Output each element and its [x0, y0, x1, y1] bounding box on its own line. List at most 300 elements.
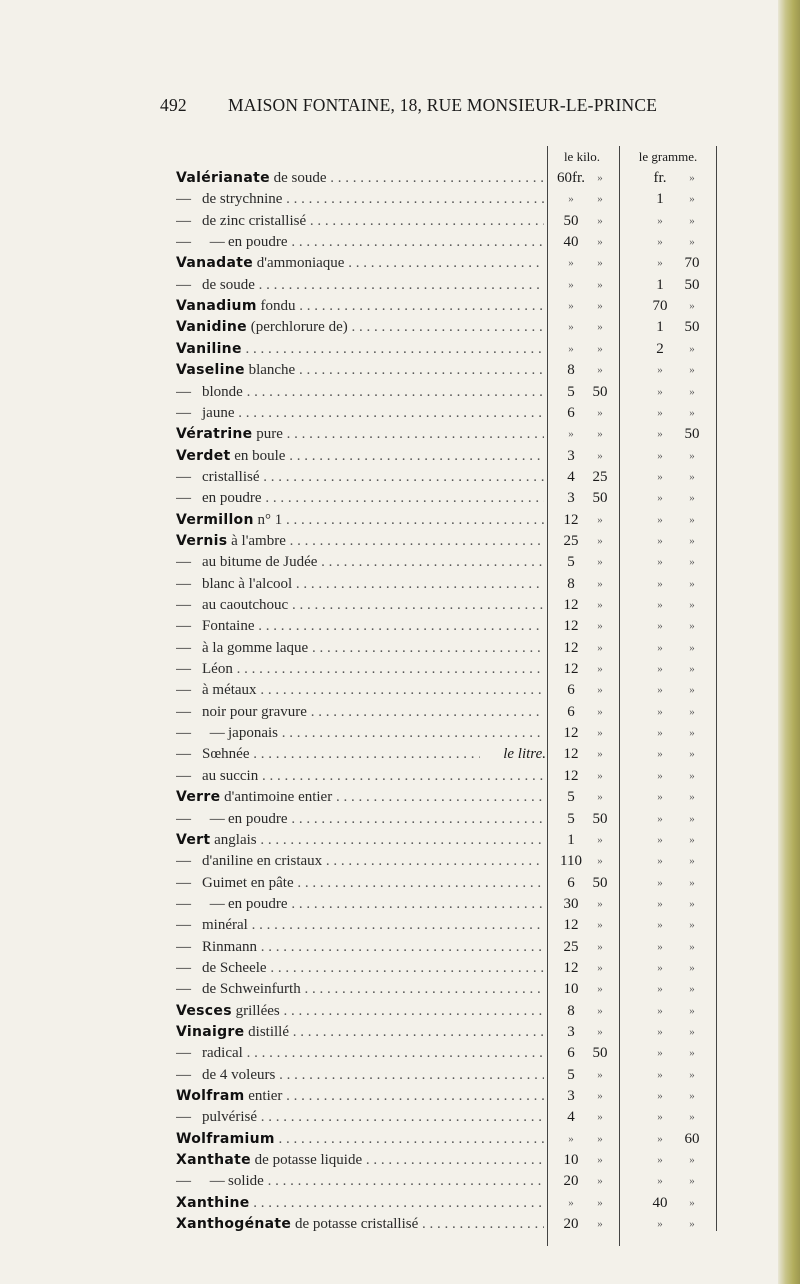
table-row [0, 659, 800, 680]
price-gramme-francs: » [657, 642, 663, 654]
product-variant: à l'ambre [227, 533, 286, 549]
product-name [176, 595, 544, 616]
price-gramme-centimes: » [689, 791, 695, 803]
column-header-gramme: le gramme. [638, 149, 698, 164]
table-row [0, 317, 800, 338]
ditto-mark: — [176, 554, 191, 570]
table-row [0, 595, 800, 616]
price-kilo-francs: » [568, 257, 574, 269]
product-variant: n° 1 [253, 512, 283, 528]
price-gramme-centimes: » [689, 1047, 695, 1059]
price-gramme-centimes: » [689, 919, 695, 931]
price-kilo-centimes: » [597, 407, 603, 419]
price-kilo-francs: » [568, 1197, 574, 1209]
price-gramme-centimes: » [689, 1026, 695, 1038]
product-variant: de potasse liquide [250, 1152, 363, 1168]
product-name [176, 317, 544, 338]
table-row [0, 894, 800, 915]
table-row [0, 253, 800, 274]
price-kilo-francs: 5 [567, 789, 575, 805]
ditto-mark: — [176, 640, 191, 656]
price-kilo-francs: 8 [567, 1003, 575, 1019]
product-heading: Verre [176, 789, 221, 805]
product-heading: Vanidine [176, 319, 247, 335]
ditto-mark: — [176, 875, 191, 891]
ditto-mark: — [176, 1045, 191, 1061]
product-name [176, 894, 544, 915]
table-row [0, 1001, 800, 1022]
product-name [176, 488, 544, 509]
product-name [176, 1193, 544, 1214]
price-gramme-francs: » [657, 941, 663, 953]
price-gramme-francs: » [657, 236, 663, 248]
price-kilo-francs: 6 [567, 875, 575, 891]
price-kilo-francs: 5 [567, 554, 575, 570]
table-row [0, 488, 800, 509]
price-gramme-francs: » [657, 684, 663, 696]
product-heading: Wolframium [176, 1131, 275, 1147]
price-kilo-francs: 4 [567, 469, 575, 485]
price-kilo-francs: » [568, 279, 574, 291]
ditto-mark: — [176, 576, 191, 592]
table-row [0, 339, 800, 360]
price-gramme-centimes: 50 [684, 319, 700, 335]
price-gramme-centimes: » [689, 684, 695, 696]
price-kilo-centimes: » [597, 1026, 603, 1038]
price-gramme-centimes: » [689, 1218, 695, 1230]
price-kilo-francs: 25 [563, 939, 579, 955]
product-variant: grillées [231, 1003, 280, 1019]
price-gramme-centimes: » [689, 215, 695, 227]
price-kilo-francs: 25 [563, 533, 579, 549]
product-variant: (perchlorure de) [246, 319, 348, 335]
price-gramme-centimes: » [689, 364, 695, 376]
product-name [176, 467, 544, 488]
table-row [0, 211, 800, 232]
price-kilo-centimes: » [597, 684, 603, 696]
product-name [176, 702, 544, 723]
price-kilo-francs: 12 [563, 746, 579, 762]
price-gramme-centimes: » [689, 1090, 695, 1102]
product-variant: jaune [202, 405, 235, 421]
product-variant: au bitume de Judée [202, 554, 318, 570]
product-variant: Fontaine [202, 618, 255, 634]
price-gramme-centimes: » [689, 727, 695, 739]
price-gramme-francs: » [657, 1133, 663, 1145]
product-name [176, 189, 544, 210]
table-row [0, 168, 800, 189]
product-variant: en poudre [202, 490, 262, 506]
table-row [0, 1193, 800, 1214]
price-kilo-francs: 12 [563, 618, 579, 634]
price-gramme-centimes: » [689, 642, 695, 654]
price-kilo-francs: » [568, 428, 574, 440]
price-gramme-francs: » [657, 620, 663, 632]
price-gramme-francs: » [657, 855, 663, 867]
price-kilo-francs: 20 [563, 1173, 579, 1189]
product-name [176, 296, 544, 317]
price-kilo-francs: 12 [563, 917, 579, 933]
product-heading: Vaniline [176, 341, 242, 357]
product-variant: distillé [244, 1024, 290, 1040]
price-kilo-francs: 5 [567, 811, 575, 827]
column-header-kilo: le kilo. [563, 149, 601, 164]
price-gramme-francs: » [657, 386, 663, 398]
price-kilo-centimes: » [597, 1005, 603, 1017]
price-gramme-francs: » [657, 919, 663, 931]
price-gramme-centimes: 60 [684, 1131, 700, 1147]
price-gramme-francs: » [657, 1154, 663, 1166]
price-gramme-centimes: » [689, 1175, 695, 1187]
product-variant: au succin [202, 768, 259, 784]
price-kilo-centimes: » [597, 834, 603, 846]
table-row [0, 1107, 800, 1128]
product-heading: Vanadium [176, 298, 257, 314]
price-kilo-centimes: » [597, 919, 603, 931]
ditto-mark: — [176, 661, 191, 677]
ditto-mark: — — [176, 234, 225, 250]
product-heading: Valérianate [176, 170, 270, 186]
price-gramme-centimes: » [689, 193, 695, 205]
price-kilo-francs: 3 [567, 448, 575, 464]
price-kilo-centimes: » [597, 450, 603, 462]
product-variant: blanche [244, 362, 296, 378]
product-variant: blanc à l'alcool [202, 576, 293, 592]
ditto-mark: — [176, 1109, 191, 1125]
ditto-mark: — [176, 1067, 191, 1083]
price-gramme-centimes: » [689, 941, 695, 953]
ditto-mark: — [176, 618, 191, 634]
product-name [176, 659, 544, 680]
price-kilo-centimes: » [597, 1197, 603, 1209]
price-kilo-centimes: » [597, 1175, 603, 1187]
product-variant: de Schweinfurth [202, 981, 301, 997]
product-variant: pure [252, 426, 283, 442]
price-gramme-francs: » [657, 748, 663, 760]
product-heading: Vert [176, 832, 211, 848]
price-gramme-francs: » [657, 898, 663, 910]
product-name [176, 937, 544, 958]
price-gramme-centimes: » [689, 343, 695, 355]
product-name [176, 510, 544, 531]
price-kilo-centimes: » [597, 599, 603, 611]
price-gramme-francs: » [657, 1175, 663, 1187]
product-heading: Vératrine [176, 426, 253, 442]
unit-qualifier: le litre. [480, 744, 546, 765]
price-kilo-centimes: » [597, 898, 603, 910]
price-kilo-centimes: » [597, 215, 603, 227]
price-gramme-francs: 1 [656, 277, 664, 293]
product-name [176, 446, 544, 467]
product-name [176, 424, 544, 445]
ditto-mark: — [176, 960, 191, 976]
product-variant: de soude [269, 170, 327, 186]
product-variant: solide [228, 1173, 264, 1189]
price-gramme-centimes: » [689, 813, 695, 825]
ditto-mark: — [176, 191, 191, 207]
price-gramme-francs: » [657, 962, 663, 974]
price-kilo-francs: 12 [563, 512, 579, 528]
page-title: MAISON FONTAINE, 18, RUE MONSIEUR-LE-PRINCE [228, 95, 658, 115]
price-kilo-francs: » [568, 343, 574, 355]
price-kilo-francs: » [568, 321, 574, 333]
price-kilo-francs: 5 [567, 384, 575, 400]
price-kilo-centimes: » [597, 257, 603, 269]
table-row [0, 979, 800, 1000]
product-variant: d'antimoine entier [220, 789, 333, 805]
product-name [176, 1107, 544, 1128]
price-gramme-francs: » [657, 1047, 663, 1059]
price-kilo-centimes: 50 [592, 875, 608, 891]
product-variant: d'ammoniaque [253, 255, 345, 271]
price-kilo-francs: 6 [567, 405, 575, 421]
table-row [0, 232, 800, 253]
table-row [0, 702, 800, 723]
product-heading: Wolfram [176, 1088, 245, 1104]
price-gramme-centimes: » [689, 599, 695, 611]
price-kilo-centimes: » [597, 1154, 603, 1166]
price-kilo-francs: 5 [567, 1067, 575, 1083]
price-gramme-francs: » [657, 492, 663, 504]
price-gramme-centimes: » [689, 514, 695, 526]
product-heading: Xanthogénate [176, 1216, 292, 1232]
product-name [176, 232, 544, 253]
price-kilo-centimes: » [597, 748, 603, 760]
price-gramme-centimes: » [689, 706, 695, 718]
price-gramme-francs: fr. [653, 170, 667, 186]
price-kilo-centimes: » [597, 1218, 603, 1230]
price-kilo-centimes: » [597, 556, 603, 568]
price-gramme-francs: 40 [652, 1195, 668, 1211]
table-row [0, 830, 800, 851]
ditto-mark: — [176, 939, 191, 955]
price-kilo-centimes: » [597, 855, 603, 867]
ditto-mark: — [176, 981, 191, 997]
price-kilo-centimes: » [597, 300, 603, 312]
table-row [0, 296, 800, 317]
product-heading: Vanadate [176, 255, 253, 271]
price-kilo-centimes: » [597, 1133, 603, 1145]
ditto-mark: — [176, 469, 191, 485]
price-gramme-centimes: 50 [684, 426, 700, 442]
product-name [176, 979, 544, 1000]
ditto-mark: — [176, 682, 191, 698]
table-row [0, 616, 800, 637]
table-row [0, 360, 800, 381]
product-name [176, 1001, 544, 1022]
price-kilo-francs: 12 [563, 640, 579, 656]
price-gramme-centimes: » [689, 1197, 695, 1209]
price-gramme-centimes: » [689, 172, 695, 184]
ditto-mark: — — [176, 896, 225, 912]
price-gramme-centimes: » [689, 1154, 695, 1166]
product-name [176, 1043, 544, 1064]
price-kilo-francs: 12 [563, 960, 579, 976]
product-variant: Léon [202, 661, 233, 677]
product-name [176, 915, 544, 936]
price-gramme-centimes: » [689, 471, 695, 483]
price-gramme-francs: » [657, 215, 663, 227]
price-gramme-centimes: » [689, 834, 695, 846]
page-header [160, 95, 760, 116]
price-kilo-centimes: 50 [592, 490, 608, 506]
product-name [176, 253, 544, 274]
ditto-mark: — [176, 384, 191, 400]
price-kilo-francs: 110 [560, 853, 582, 869]
product-heading: Verdet [176, 448, 231, 464]
table-row [0, 1129, 800, 1150]
price-kilo-francs: 20 [563, 1216, 579, 1232]
price-kilo-francs: 12 [563, 725, 579, 741]
price-kilo-francs: 6 [567, 1045, 575, 1061]
product-name [176, 339, 544, 360]
price-gramme-francs: » [657, 1111, 663, 1123]
product-variant: cristallisé [202, 469, 260, 485]
price-gramme-francs: » [657, 983, 663, 995]
table-row [0, 873, 800, 894]
price-kilo-centimes: » [597, 172, 603, 184]
price-gramme-centimes: » [689, 962, 695, 974]
price-gramme-francs: » [657, 471, 663, 483]
table-row [0, 744, 800, 765]
product-variant: minéral [202, 917, 248, 933]
product-variant: radical [202, 1045, 243, 1061]
table-row [0, 574, 800, 595]
price-gramme-centimes: » [689, 620, 695, 632]
price-gramme-francs: » [657, 578, 663, 590]
price-gramme-centimes: » [689, 1069, 695, 1081]
price-gramme-francs: » [657, 1069, 663, 1081]
price-gramme-francs: » [657, 450, 663, 462]
price-gramme-francs: » [657, 599, 663, 611]
table-row [0, 552, 800, 573]
product-name [176, 680, 544, 701]
price-kilo-centimes: » [597, 578, 603, 590]
table-row [0, 1171, 800, 1192]
price-gramme-centimes: » [689, 556, 695, 568]
ditto-mark: — [176, 277, 191, 293]
price-kilo-centimes: » [597, 343, 603, 355]
product-variant: anglais [210, 832, 257, 848]
price-gramme-centimes: » [689, 407, 695, 419]
price-gramme-francs: 70 [652, 298, 668, 314]
price-gramme-centimes: » [689, 855, 695, 867]
product-variant: fondu [256, 298, 296, 314]
price-gramme-centimes: » [689, 748, 695, 760]
price-kilo-centimes: » [597, 535, 603, 547]
price-kilo-centimes: 25 [592, 469, 608, 485]
price-kilo-centimes: » [597, 770, 603, 782]
product-name [176, 1129, 544, 1150]
product-name [176, 1086, 544, 1107]
ditto-mark: — — [176, 725, 225, 741]
price-kilo-francs: 8 [567, 362, 575, 378]
product-variant: en poudre [228, 234, 288, 250]
ditto-mark: — [176, 917, 191, 933]
price-gramme-francs: » [657, 706, 663, 718]
price-gramme-centimes: » [689, 492, 695, 504]
product-variant: de potasse cristallisé [291, 1216, 419, 1232]
table-row [0, 1065, 800, 1086]
table-row [0, 424, 800, 445]
product-variant: de zinc cristallisé [202, 213, 307, 229]
product-variant: en poudre [228, 896, 288, 912]
product-name [176, 638, 544, 659]
price-gramme-centimes: » [689, 898, 695, 910]
price-kilo-centimes: » [597, 962, 603, 974]
price-gramme-francs: » [657, 1218, 663, 1230]
price-gramme-francs: » [657, 791, 663, 803]
price-gramme-centimes: » [689, 770, 695, 782]
price-gramme-francs: » [657, 813, 663, 825]
product-heading: Vinaigre [176, 1024, 245, 1040]
table-row [0, 275, 800, 296]
table-row [0, 766, 800, 787]
product-name [176, 1022, 544, 1043]
product-heading: Vesces [176, 1003, 232, 1019]
table-row [0, 510, 800, 531]
product-name [176, 403, 544, 424]
price-gramme-francs: » [657, 556, 663, 568]
ditto-mark: — [176, 213, 191, 229]
price-gramme-francs: » [657, 1005, 663, 1017]
product-variant: blonde [202, 384, 243, 400]
product-name [176, 275, 544, 296]
price-kilo-francs: » [568, 1133, 574, 1145]
price-gramme-centimes: 50 [684, 277, 700, 293]
price-gramme-francs: » [657, 834, 663, 846]
product-variant: japonais [228, 725, 278, 741]
price-gramme-centimes: » [689, 300, 695, 312]
price-kilo-centimes: » [597, 663, 603, 675]
product-heading: Xanthine [176, 1195, 250, 1211]
table-row [0, 958, 800, 979]
price-kilo-centimes: » [597, 1069, 603, 1081]
table-row [0, 1150, 800, 1171]
product-variant: Guimet en pâte [202, 875, 294, 891]
price-gramme-centimes: » [689, 1111, 695, 1123]
product-name [176, 531, 544, 552]
price-kilo-centimes: 50 [592, 811, 608, 827]
product-name [176, 616, 544, 637]
price-gramme-centimes: » [689, 535, 695, 547]
price-gramme-francs: » [657, 364, 663, 376]
price-kilo-francs: 30 [563, 896, 579, 912]
table-row [0, 382, 800, 403]
price-gramme-centimes: » [689, 450, 695, 462]
price-gramme-centimes: » [689, 236, 695, 248]
product-name [176, 873, 544, 894]
product-name [176, 809, 544, 830]
ditto-mark: — [176, 853, 191, 869]
table-row [0, 446, 800, 467]
price-gramme-francs: » [657, 1026, 663, 1038]
product-variant: de Scheele [202, 960, 267, 976]
product-name [176, 1171, 544, 1192]
product-variant: à métaux [202, 682, 257, 698]
price-gramme-francs: 2 [656, 341, 664, 357]
price-kilo-centimes: » [597, 514, 603, 526]
product-name [176, 766, 544, 787]
product-variant: au caoutchouc [202, 597, 289, 613]
product-name [176, 1065, 544, 1086]
price-kilo-centimes: » [597, 428, 603, 440]
ditto-mark: — [176, 490, 191, 506]
table-row [0, 1086, 800, 1107]
table-row [0, 1022, 800, 1043]
product-name [176, 830, 544, 851]
product-variant: de 4 voleurs [202, 1067, 276, 1083]
